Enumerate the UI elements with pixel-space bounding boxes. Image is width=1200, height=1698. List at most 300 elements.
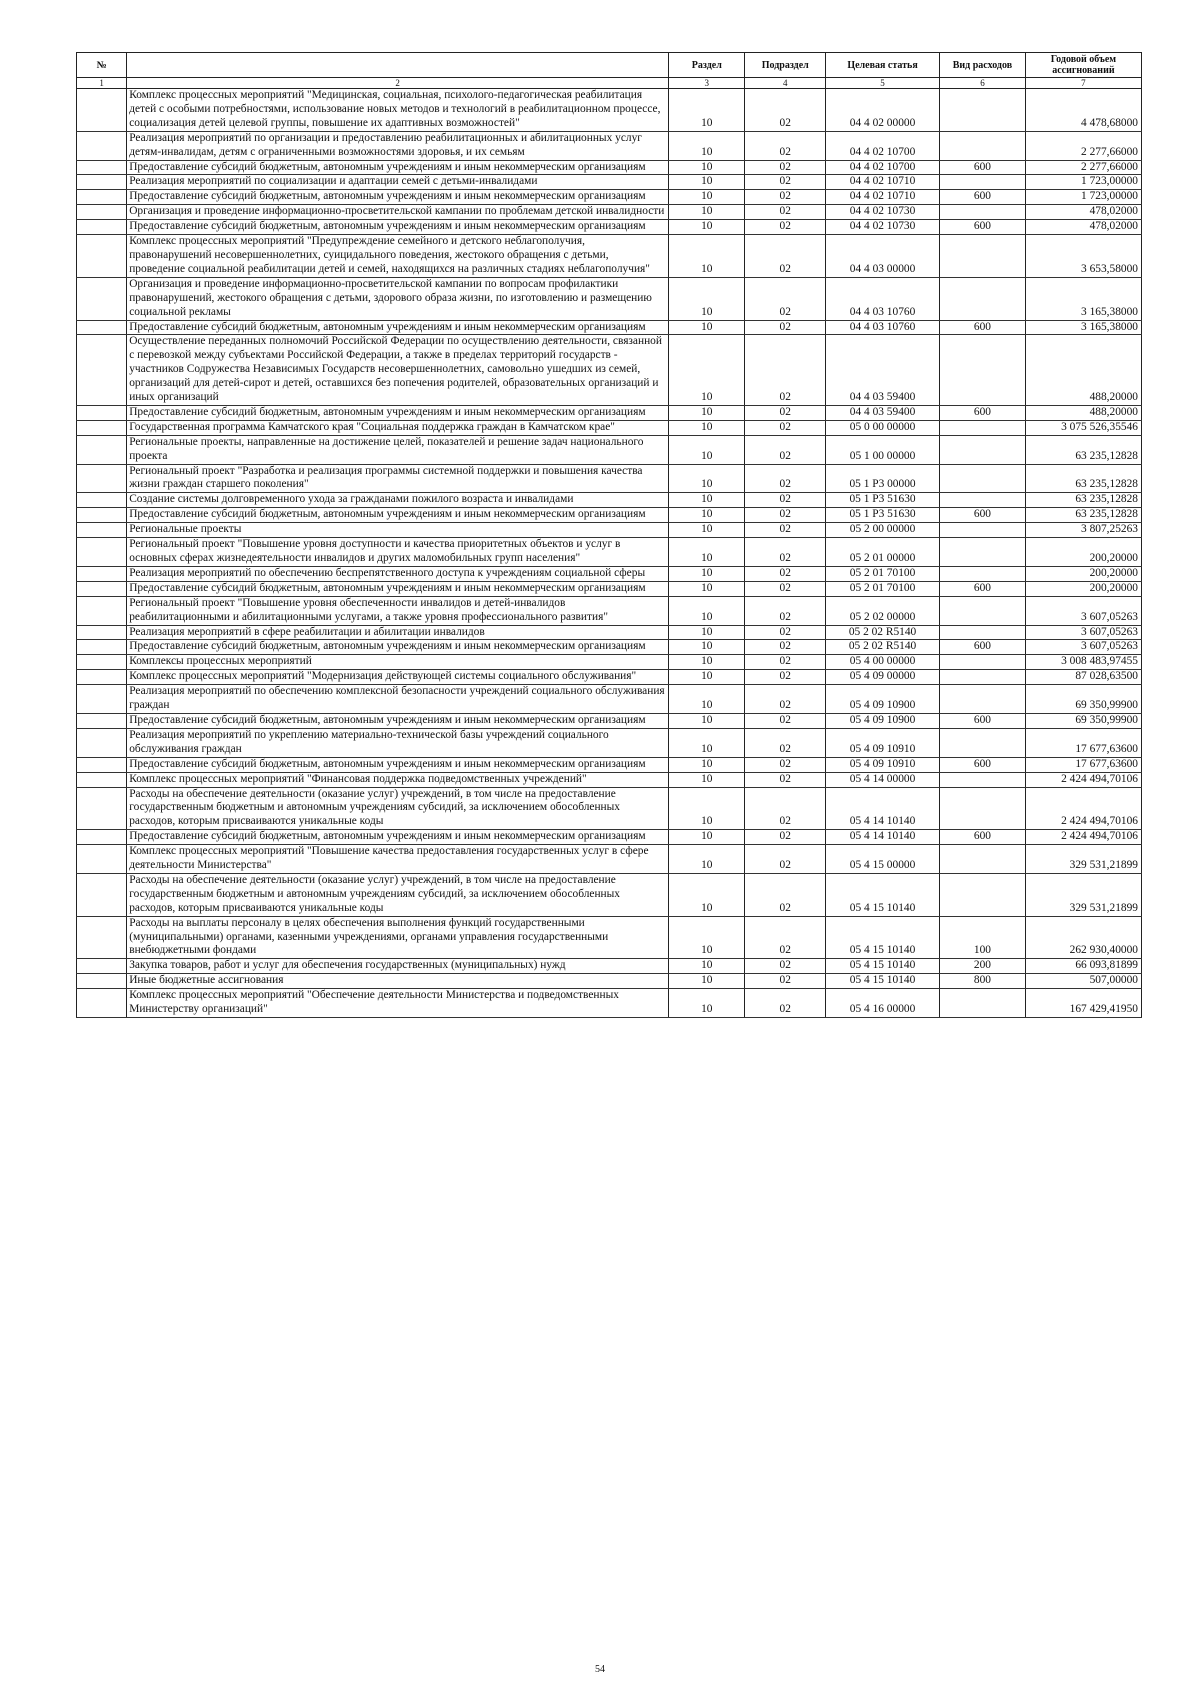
row-amount-cell: 1 723,00000 [1025, 190, 1141, 205]
row-expense-type-cell [940, 493, 1026, 508]
row-expense-type-cell [940, 596, 1026, 625]
row-target-cell: 04 4 03 59400 [826, 335, 940, 406]
column-number: 5 [826, 78, 940, 89]
row-target-cell: 05 1 P3 00000 [826, 464, 940, 493]
row-expense-type-cell [940, 772, 1026, 787]
row-amount-cell: 478,02000 [1025, 220, 1141, 235]
header-expense-type: Вид расходов [940, 53, 1026, 78]
row-section-cell: 10 [669, 959, 745, 974]
row-amount-cell: 3 008 483,97455 [1025, 655, 1141, 670]
row-subsection-cell: 02 [745, 235, 826, 278]
row-name-cell: Расходы на обеспечение деятельности (оказание услуг) учреждений, в том числе на предоставление государственным бюджетным и автономным учреждениям субсидий, за исключением обособленных расходов, которым присваиваются уникальные коды [127, 787, 669, 830]
row-name-cell: Предоставление субсидий бюджетным, автономным учреждениям и иным некоммерческим организациям [127, 757, 669, 772]
row-amount-cell: 3 653,58000 [1025, 235, 1141, 278]
row-target-cell: 04 4 03 10760 [826, 277, 940, 320]
table-row [77, 670, 1142, 685]
row-amount-cell: 4 478,68000 [1025, 89, 1141, 132]
row-section-cell: 10 [669, 830, 745, 845]
row-name-cell: Организация и проведение информационно-просветительской кампании по проблемам детской инвалидности [127, 205, 669, 220]
row-amount-cell: 63 235,12828 [1025, 508, 1141, 523]
row-expense-type-cell [940, 205, 1026, 220]
row-subsection-cell: 02 [745, 320, 826, 335]
row-name-cell: Региональный проект "Повышение уровня доступности и качества приоритетных объектов и услуг в основных сферах жизнедеятельности инвалидов и других маломобильных групп населения" [127, 538, 669, 567]
row-target-cell: 04 4 03 10760 [826, 320, 940, 335]
row-subsection-cell: 02 [745, 596, 826, 625]
row-number-cell [77, 235, 127, 278]
row-name-cell: Расходы на выплаты персоналу в целях обеспечения выполнения функций государственными (муниципальными) органами, казенными учреждениями, органами управления государственными внебюджетными фондами [127, 916, 669, 959]
row-name-cell: Региональный проект "Разработка и реализация программы системной поддержки и повышения качества жизни граждан старшего поколения" [127, 464, 669, 493]
row-amount-cell: 507,00000 [1025, 974, 1141, 989]
row-target-cell: 04 4 02 10710 [826, 175, 940, 190]
row-amount-cell: 69 350,99900 [1025, 685, 1141, 714]
row-expense-type-cell: 600 [940, 713, 1026, 728]
header-annual-volume: Годовой объем ассигнований [1025, 53, 1141, 78]
row-target-cell: 05 4 15 10140 [826, 959, 940, 974]
row-name-cell: Предоставление субсидий бюджетным, автономным учреждениям и иным некоммерческим организациям [127, 190, 669, 205]
row-name-cell: Предоставление субсидий бюджетным, автономным учреждениям и иным некоммерческим организациям [127, 405, 669, 420]
row-expense-type-cell: 600 [940, 405, 1026, 420]
budget-table [76, 52, 1142, 1018]
row-target-cell: 05 2 02 R5140 [826, 640, 940, 655]
table-body [77, 89, 1142, 1018]
row-subsection-cell: 02 [745, 728, 826, 757]
table-row [77, 277, 1142, 320]
row-name-cell: Реализация мероприятий по социализации и адаптации семей с детьми-инвалидами [127, 175, 669, 190]
row-expense-type-cell [940, 566, 1026, 581]
table-row [77, 596, 1142, 625]
row-name-cell: Региональные проекты [127, 523, 669, 538]
row-section-cell: 10 [669, 787, 745, 830]
row-name-cell: Предоставление субсидий бюджетным, автономным учреждениям и иным некоммерческим организациям [127, 713, 669, 728]
row-section-cell: 10 [669, 420, 745, 435]
row-subsection-cell: 02 [745, 581, 826, 596]
row-name-cell: Реализация мероприятий по укреплению материально-технической базы учреждений социального обслуживания граждан [127, 728, 669, 757]
row-number-cell [77, 89, 127, 132]
row-expense-type-cell [940, 464, 1026, 493]
row-name-cell: Комплекс процессных мероприятий "Обеспечение деятельности Министерства и подведомственных Министерству организаций" [127, 989, 669, 1018]
row-expense-type-cell: 600 [940, 190, 1026, 205]
row-expense-type-cell [940, 435, 1026, 464]
row-name-cell: Комплекс процессных мероприятий "Модернизация действующей системы социального обслуживания" [127, 670, 669, 685]
row-name-cell: Предоставление субсидий бюджетным, автономным учреждениям и иным некоммерческим организациям [127, 640, 669, 655]
row-number-cell [77, 131, 127, 160]
row-amount-cell: 200,20000 [1025, 581, 1141, 596]
row-section-cell: 10 [669, 989, 745, 1018]
row-amount-cell: 2 424 494,70106 [1025, 830, 1141, 845]
row-number-cell [77, 205, 127, 220]
table-row [77, 420, 1142, 435]
row-amount-cell: 200,20000 [1025, 538, 1141, 567]
row-expense-type-cell [940, 131, 1026, 160]
row-section-cell: 10 [669, 523, 745, 538]
row-expense-type-cell [940, 420, 1026, 435]
row-name-cell: Реализация мероприятий по обеспечению беспрепятственного доступа к учреждениям социальной сферы [127, 566, 669, 581]
table-row [77, 523, 1142, 538]
row-target-cell: 05 2 01 70100 [826, 566, 940, 581]
table-row [77, 235, 1142, 278]
table-row [77, 685, 1142, 714]
row-expense-type-cell [940, 625, 1026, 640]
row-section-cell: 10 [669, 916, 745, 959]
row-target-cell: 04 4 03 59400 [826, 405, 940, 420]
row-amount-cell: 17 677,63600 [1025, 757, 1141, 772]
row-subsection-cell: 02 [745, 405, 826, 420]
header-row [77, 53, 1142, 78]
row-number-cell [77, 435, 127, 464]
row-subsection-cell: 02 [745, 220, 826, 235]
row-number-cell [77, 320, 127, 335]
row-expense-type-cell [940, 873, 1026, 916]
row-section-cell: 10 [669, 757, 745, 772]
row-name-cell: Организация и проведение информационно-просветительской кампании по вопросам профилактики правонарушений, жестокого обращения с детьми, здорового образа жизни, по изготовлению и размещению социальной рекламы [127, 277, 669, 320]
table-row [77, 974, 1142, 989]
row-subsection-cell: 02 [745, 131, 826, 160]
row-number-cell [77, 830, 127, 845]
row-subsection-cell: 02 [745, 523, 826, 538]
row-amount-cell: 66 093,81899 [1025, 959, 1141, 974]
column-number: 6 [940, 78, 1026, 89]
table-row [77, 335, 1142, 406]
row-number-cell [77, 959, 127, 974]
row-number-cell [77, 160, 127, 175]
row-amount-cell: 488,20000 [1025, 335, 1141, 406]
row-expense-type-cell [940, 685, 1026, 714]
row-target-cell: 05 1 00 00000 [826, 435, 940, 464]
row-number-cell [77, 277, 127, 320]
table-row [77, 220, 1142, 235]
column-number: 7 [1025, 78, 1141, 89]
row-expense-type-cell: 600 [940, 640, 1026, 655]
row-expense-type-cell: 600 [940, 320, 1026, 335]
row-number-cell [77, 220, 127, 235]
row-expense-type-cell [940, 523, 1026, 538]
row-amount-cell: 329 531,21899 [1025, 845, 1141, 874]
row-target-cell: 04 4 02 00000 [826, 89, 940, 132]
row-target-cell: 05 4 16 00000 [826, 989, 940, 1018]
row-name-cell: Региональный проект "Повышение уровня обеспеченности инвалидов и детей-инвалидов реабилитационными и абилитационными услугами, а также уровня профессионального развития" [127, 596, 669, 625]
row-number-cell [77, 464, 127, 493]
row-expense-type-cell [940, 655, 1026, 670]
row-amount-cell: 478,02000 [1025, 205, 1141, 220]
row-section-cell: 10 [669, 655, 745, 670]
row-name-cell: Реализация мероприятий по обеспечению комплексной безопасности учреждений социального обслуживания граждан [127, 685, 669, 714]
row-number-cell [77, 538, 127, 567]
row-amount-cell: 2 424 494,70106 [1025, 787, 1141, 830]
table-row [77, 493, 1142, 508]
row-expense-type-cell [940, 787, 1026, 830]
row-subsection-cell: 02 [745, 830, 826, 845]
table-row [77, 581, 1142, 596]
row-section-cell: 10 [669, 405, 745, 420]
row-number-cell [77, 757, 127, 772]
row-section-cell: 10 [669, 175, 745, 190]
row-section-cell: 10 [669, 974, 745, 989]
row-section-cell: 10 [669, 596, 745, 625]
row-name-cell: Предоставление субсидий бюджетным, автономным учреждениям и иным некоммерческим организациям [127, 830, 669, 845]
table-row [77, 320, 1142, 335]
row-name-cell: Расходы на обеспечение деятельности (оказание услуг) учреждений, в том числе на предоставление государственным бюджетным и автономным учреждениям субсидий, за исключением обособленных расходов, которым присваиваются уникальные коды [127, 873, 669, 916]
row-amount-cell: 69 350,99900 [1025, 713, 1141, 728]
table-row [77, 160, 1142, 175]
row-subsection-cell: 02 [745, 493, 826, 508]
row-number-cell [77, 989, 127, 1018]
column-number: 2 [127, 78, 669, 89]
row-target-cell: 04 4 03 00000 [826, 235, 940, 278]
row-target-cell: 05 4 14 10140 [826, 830, 940, 845]
row-expense-type-cell: 200 [940, 959, 1026, 974]
row-section-cell: 10 [669, 131, 745, 160]
row-expense-type-cell [940, 89, 1026, 132]
row-target-cell: 05 4 15 10140 [826, 916, 940, 959]
row-target-cell: 04 4 02 10730 [826, 220, 940, 235]
row-amount-cell: 63 235,12828 [1025, 493, 1141, 508]
row-amount-cell: 63 235,12828 [1025, 464, 1141, 493]
row-target-cell: 05 2 01 70100 [826, 581, 940, 596]
row-expense-type-cell: 600 [940, 220, 1026, 235]
row-amount-cell: 3 607,05263 [1025, 640, 1141, 655]
row-target-cell: 05 4 00 00000 [826, 655, 940, 670]
header-name [127, 53, 669, 78]
row-name-cell: Комплекс процессных мероприятий "Предупреждение семейного и детского неблагополучия, правонарушений несовершеннолетних, суицидального поведения, жестокого обращения с детьми, проведение социальной реабилитации детей и семей, находящихся на различных стадиях неблагополучия" [127, 235, 669, 278]
row-target-cell: 05 4 14 00000 [826, 772, 940, 787]
row-target-cell: 05 4 14 10140 [826, 787, 940, 830]
row-name-cell: Осуществление переданных полномочий Российской Федерации по осуществлению деятельности, связанной с перевозкой между субъектами Российской Федерации, а также в пределах территорий государств - участников Содружества Независимых Государств несовершеннолетних, самовольно ушедших из семей, организаций для детей-сирот и детей, оставшихся без попечения родителей, образовательных организаций и иных организаций [127, 335, 669, 406]
column-number: 1 [77, 78, 127, 89]
row-number-cell [77, 772, 127, 787]
row-number-cell [77, 405, 127, 420]
row-number-cell [77, 640, 127, 655]
row-subsection-cell: 02 [745, 538, 826, 567]
row-subsection-cell: 02 [745, 713, 826, 728]
row-amount-cell: 329 531,21899 [1025, 873, 1141, 916]
row-number-cell [77, 596, 127, 625]
budget-table-sheet [76, 52, 1142, 1018]
row-expense-type-cell [940, 670, 1026, 685]
row-subsection-cell: 02 [745, 508, 826, 523]
row-name-cell: Комплекс процессных мероприятий "Повышение качества предоставления государственных услуг в сфере деятельности Министерства" [127, 845, 669, 874]
table-row [77, 405, 1142, 420]
row-target-cell: 05 2 02 00000 [826, 596, 940, 625]
table-row [77, 625, 1142, 640]
row-section-cell: 10 [669, 581, 745, 596]
row-number-cell [77, 916, 127, 959]
table-row [77, 845, 1142, 874]
row-section-cell: 10 [669, 625, 745, 640]
row-expense-type-cell [940, 538, 1026, 567]
row-name-cell: Предоставление субсидий бюджетным, автономным учреждениям и иным некоммерческим организациям [127, 581, 669, 596]
row-amount-cell: 488,20000 [1025, 405, 1141, 420]
row-expense-type-cell: 600 [940, 160, 1026, 175]
row-subsection-cell: 02 [745, 959, 826, 974]
row-section-cell: 10 [669, 685, 745, 714]
row-name-cell: Региональные проекты, направленные на достижение целей, показателей и решение задач национального проекта [127, 435, 669, 464]
row-target-cell: 05 4 09 10910 [826, 757, 940, 772]
table-row [77, 435, 1142, 464]
row-subsection-cell: 02 [745, 787, 826, 830]
row-section-cell: 10 [669, 220, 745, 235]
row-section-cell: 10 [669, 566, 745, 581]
row-section-cell: 10 [669, 277, 745, 320]
row-section-cell: 10 [669, 845, 745, 874]
row-target-cell: 05 0 00 00000 [826, 420, 940, 435]
row-expense-type-cell: 600 [940, 508, 1026, 523]
row-number-cell [77, 685, 127, 714]
row-expense-type-cell: 600 [940, 581, 1026, 596]
table-row [77, 89, 1142, 132]
row-name-cell: Предоставление субсидий бюджетным, автономным учреждениям и иным некоммерческим организациям [127, 508, 669, 523]
row-name-cell: Предоставление субсидий бюджетным, автономным учреждениям и иным некоммерческим организациям [127, 320, 669, 335]
table-row [77, 916, 1142, 959]
row-section-cell: 10 [669, 190, 745, 205]
row-section-cell: 10 [669, 873, 745, 916]
row-section-cell: 10 [669, 205, 745, 220]
row-section-cell: 10 [669, 772, 745, 787]
table-row [77, 566, 1142, 581]
column-number: 4 [745, 78, 826, 89]
row-subsection-cell: 02 [745, 175, 826, 190]
column-number-row [77, 78, 1142, 89]
row-section-cell: 10 [669, 435, 745, 464]
row-target-cell: 05 4 09 10900 [826, 685, 940, 714]
row-name-cell: Иные бюджетные ассигнования [127, 974, 669, 989]
row-subsection-cell: 02 [745, 757, 826, 772]
table-row [77, 175, 1142, 190]
row-subsection-cell: 02 [745, 190, 826, 205]
row-subsection-cell: 02 [745, 160, 826, 175]
row-subsection-cell: 02 [745, 89, 826, 132]
row-number-cell [77, 974, 127, 989]
row-expense-type-cell: 600 [940, 830, 1026, 845]
row-expense-type-cell [940, 989, 1026, 1018]
row-number-cell [77, 873, 127, 916]
row-subsection-cell: 02 [745, 625, 826, 640]
table-row [77, 787, 1142, 830]
table-row [77, 655, 1142, 670]
row-name-cell: Комплекс процессных мероприятий "Финансовая поддержка подведомственных учреждений" [127, 772, 669, 787]
row-target-cell: 05 4 15 10140 [826, 873, 940, 916]
row-number-cell [77, 581, 127, 596]
row-expense-type-cell: 100 [940, 916, 1026, 959]
row-section-cell: 10 [669, 464, 745, 493]
row-expense-type-cell [940, 277, 1026, 320]
table-row [77, 464, 1142, 493]
row-section-cell: 10 [669, 508, 745, 523]
row-amount-cell: 2 277,66000 [1025, 131, 1141, 160]
row-number-cell [77, 625, 127, 640]
row-expense-type-cell: 800 [940, 974, 1026, 989]
row-name-cell: Реализация мероприятий по организации и предоставлению реабилитационных и абилитационных услуг детям-инвалидам, детям с ограниченными возможностями здоровья, и их семьям [127, 131, 669, 160]
row-number-cell [77, 845, 127, 874]
table-row [77, 640, 1142, 655]
row-subsection-cell: 02 [745, 566, 826, 581]
row-section-cell: 10 [669, 320, 745, 335]
row-target-cell: 05 4 09 00000 [826, 670, 940, 685]
row-expense-type-cell [940, 728, 1026, 757]
row-target-cell: 05 1 P3 51630 [826, 493, 940, 508]
row-section-cell: 10 [669, 235, 745, 278]
row-subsection-cell: 02 [745, 772, 826, 787]
row-number-cell [77, 787, 127, 830]
row-amount-cell: 63 235,12828 [1025, 435, 1141, 464]
row-subsection-cell: 02 [745, 974, 826, 989]
row-name-cell: Создание системы долговременного ухода за гражданами пожилого возраста и инвалидами [127, 493, 669, 508]
row-subsection-cell: 02 [745, 640, 826, 655]
table-row [77, 538, 1142, 567]
row-name-cell: Предоставление субсидий бюджетным, автономным учреждениям и иным некоммерческим организациям [127, 160, 669, 175]
row-subsection-cell: 02 [745, 989, 826, 1018]
row-subsection-cell: 02 [745, 205, 826, 220]
row-target-cell: 04 4 02 10700 [826, 160, 940, 175]
row-number-cell [77, 670, 127, 685]
row-expense-type-cell [940, 235, 1026, 278]
row-section-cell: 10 [669, 538, 745, 567]
column-number: 3 [669, 78, 745, 89]
table-row [77, 757, 1142, 772]
row-amount-cell: 1 723,00000 [1025, 175, 1141, 190]
row-number-cell [77, 566, 127, 581]
row-name-cell: Реализация мероприятий в сфере реабилитации и абилитации инвалидов [127, 625, 669, 640]
row-subsection-cell: 02 [745, 435, 826, 464]
table-row [77, 728, 1142, 757]
row-name-cell: Комплекс процессных мероприятий "Медицинская, социальная, психолого-педагогическая реабилитация детей с особыми потребностями, использование новых методов и технологий в реабилитационном процессе, социализация детей целевой группы, повышение их адаптивных возможностей" [127, 89, 669, 132]
header-section: Раздел [669, 53, 745, 78]
row-amount-cell: 2 277,66000 [1025, 160, 1141, 175]
row-subsection-cell: 02 [745, 670, 826, 685]
row-target-cell: 05 2 01 00000 [826, 538, 940, 567]
table-row [77, 873, 1142, 916]
page-number: 54 [595, 1664, 605, 1675]
row-amount-cell: 200,20000 [1025, 566, 1141, 581]
row-subsection-cell: 02 [745, 464, 826, 493]
table-row [77, 989, 1142, 1018]
row-target-cell: 04 4 02 10710 [826, 190, 940, 205]
row-amount-cell: 3 807,25263 [1025, 523, 1141, 538]
row-target-cell: 05 4 09 10900 [826, 713, 940, 728]
row-number-cell [77, 420, 127, 435]
table-row [77, 508, 1142, 523]
row-expense-type-cell [940, 335, 1026, 406]
row-number-cell [77, 175, 127, 190]
header-no: № [77, 53, 127, 78]
row-section-cell: 10 [669, 640, 745, 655]
row-amount-cell: 2 424 494,70106 [1025, 772, 1141, 787]
row-amount-cell: 3 165,38000 [1025, 277, 1141, 320]
row-subsection-cell: 02 [745, 420, 826, 435]
row-section-cell: 10 [669, 335, 745, 406]
row-amount-cell: 3 165,38000 [1025, 320, 1141, 335]
row-number-cell [77, 655, 127, 670]
table-row [77, 713, 1142, 728]
row-subsection-cell: 02 [745, 655, 826, 670]
row-expense-type-cell [940, 175, 1026, 190]
table-row [77, 830, 1142, 845]
row-subsection-cell: 02 [745, 685, 826, 714]
row-section-cell: 10 [669, 670, 745, 685]
row-target-cell: 05 4 15 10140 [826, 974, 940, 989]
row-name-cell: Предоставление субсидий бюджетным, автономным учреждениям и иным некоммерческим организациям [127, 220, 669, 235]
row-target-cell: 05 2 02 R5140 [826, 625, 940, 640]
row-number-cell [77, 493, 127, 508]
row-number-cell [77, 523, 127, 538]
row-amount-cell: 3 607,05263 [1025, 625, 1141, 640]
row-section-cell: 10 [669, 160, 745, 175]
row-subsection-cell: 02 [745, 335, 826, 406]
row-target-cell: 04 4 02 10700 [826, 131, 940, 160]
table-row [77, 205, 1142, 220]
row-amount-cell: 87 028,63500 [1025, 670, 1141, 685]
row-section-cell: 10 [669, 493, 745, 508]
table-row [77, 772, 1142, 787]
